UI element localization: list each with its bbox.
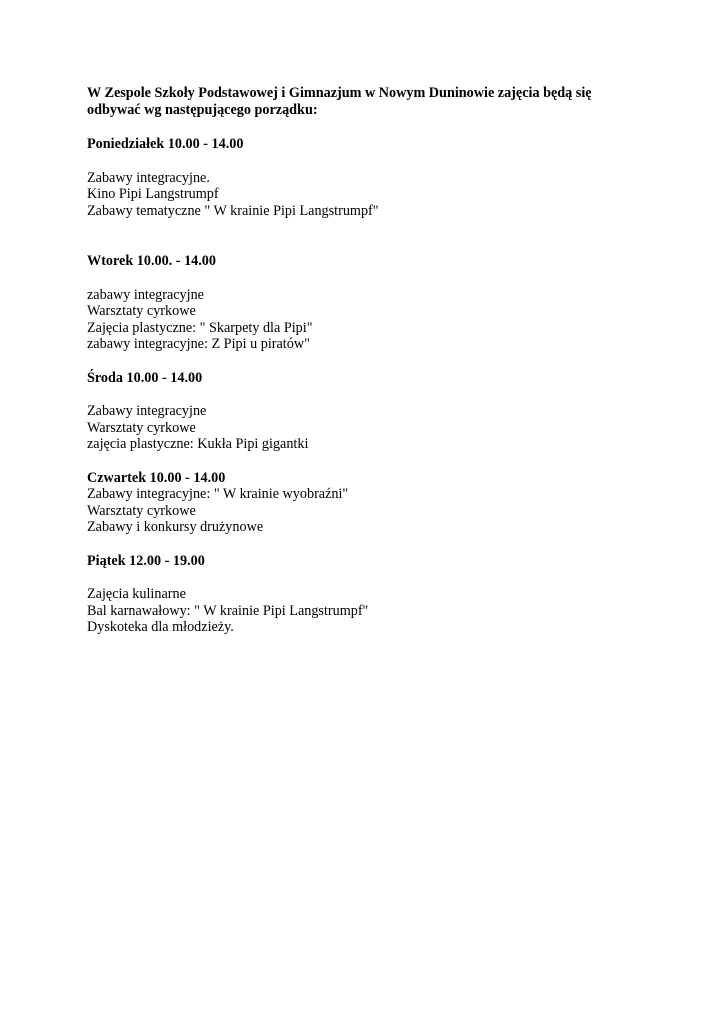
activity-item: zabawy integracyjne: Z Pipi u piratów": [87, 336, 310, 352]
activity-item: Zabawy integracyjne: [87, 403, 207, 419]
activity-item: Dyskoteka dla młodzieży.: [87, 619, 234, 635]
activity-item: Warsztaty cyrkowe: [87, 502, 196, 519]
activity-item: Zabawy i konkursy drużynowe: [87, 519, 264, 535]
intro-paragraph: W Zespole Szkoły Podstawowej i Gimnazjum w Nowym Duninowie zajęcia będą się odbywać wg następującego porządku:: [87, 85, 592, 118]
activity-item: Bal karnawałowy: " W krainie Pipi Langstrumpf": [87, 602, 369, 619]
day-title-wednesday: Środa 10.00 - 14.00: [87, 369, 203, 386]
day-friday: [87, 553, 647, 636]
activity-item: Zajęcia plastyczne: " Skarpety dla Pipi": [87, 319, 313, 336]
day-title-thursday: Czwartek 10.00 - 14.00: [87, 469, 226, 486]
activity-item: Zabawy tematyczne " W krainie Pipi Langstrumpf": [87, 202, 379, 219]
day-wednesday: [87, 370, 647, 453]
activity-item: zajęcia plastyczne: Kukła Pipi gigantki: [87, 436, 309, 452]
document-page: [87, 85, 647, 636]
activity-item: Zajęcia kulinarne: [87, 586, 186, 602]
activity-item: Kino Pipi Langstrumpf: [87, 186, 219, 202]
day-title-tuesday: Wtorek 10.00. - 14.00: [87, 253, 216, 269]
day-title-monday: Poniedziałek 10.00 - 14.00: [87, 136, 244, 152]
activity-item: Warsztaty cyrkowe: [87, 303, 196, 319]
activity-item: Warsztaty cyrkowe: [87, 419, 196, 436]
day-title-friday: Piątek 12.00 - 19.00: [87, 552, 205, 569]
activity-item: zabawy integracyjne: [87, 286, 204, 303]
activity-item: Zabawy integracyjne.: [87, 169, 210, 186]
day-thursday: [87, 470, 647, 536]
day-tuesday: [87, 253, 647, 353]
day-monday: [87, 136, 647, 219]
activity-item: Zabawy integracyjne: " W krainie wyobraźni": [87, 486, 349, 502]
